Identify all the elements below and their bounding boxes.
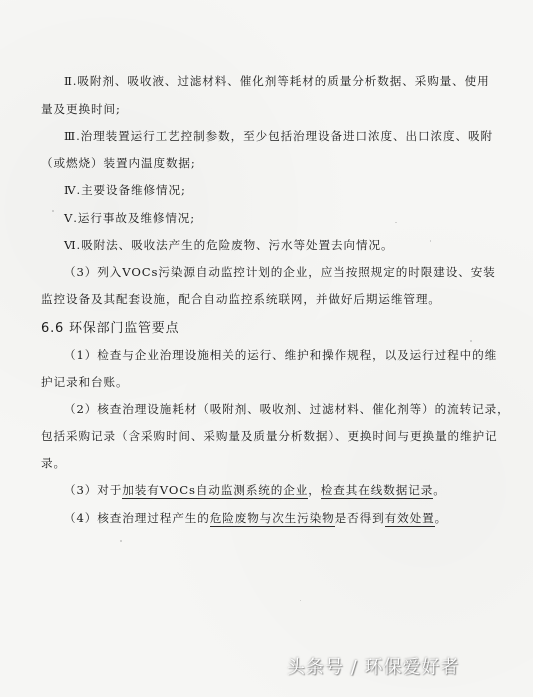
section-line-2: 护记录和台账。 <box>41 375 129 389</box>
text-line-9: 监控设备及其配套设施，配合自动监控系统联网，并做好后期运维管理。 <box>41 292 441 306</box>
scan-speck <box>300 600 301 601</box>
item-3-underlined-2: 检查其在线数据记录 <box>320 483 434 497</box>
text-line-7: Ⅵ.吸附法、吸收法产生的危险废物、污水等处置去向情况。 <box>64 238 394 252</box>
scan-speck <box>120 540 122 542</box>
item-3-underlined-1: 加装有VOCs自动监测系统的企业 <box>122 483 309 497</box>
scan-speck <box>52 210 54 212</box>
item-4-prefix: （4）核查治理过程产生的 <box>64 511 210 525</box>
text-line-8: （3）列入VOCs污染源自动监控计划的企业，应当按照规定的时限建设、安装 <box>64 265 496 279</box>
section-line-1: （1）检查与企业治理设施相关的运行、维护和操作规程，以及运行过程中的维 <box>64 348 498 362</box>
item-4-line <box>64 510 447 526</box>
text-line-5: Ⅳ.主要设备维修情况; <box>64 183 186 197</box>
item-4-middle: 是否得到 <box>334 511 385 525</box>
section-line-3: （2）核查治理设施耗材（吸附剂、吸收剂、过滤材料、催化剂等）的流转记录， <box>64 402 510 416</box>
text-line-4: （或燃烧）装置内温度数据; <box>41 156 196 170</box>
text-line-3: Ⅲ.治理装置运行工艺控制参数，至少包括治理设备进口浓度、出口浓度、吸附 <box>64 129 493 143</box>
section-line-5: 录。 <box>41 456 66 470</box>
text-line-1: Ⅱ.吸附剂、吸收液、过滤材料、催化剂等耗材的质量分析数据、采购量、使用 <box>64 74 490 88</box>
item-3-prefix: （3）对于 <box>64 483 123 497</box>
scan-speck <box>430 240 431 242</box>
text-line-6: Ⅴ.运行事故及维修情况; <box>64 211 196 225</box>
section-heading: 6.6 环保部门监管要点 <box>41 321 180 336</box>
item-4-underlined-1: 危险废物与次生污染物 <box>209 511 335 525</box>
item-3-line <box>64 482 446 498</box>
scan-speck <box>395 222 397 223</box>
scan-speck <box>470 340 472 342</box>
text-line-2: 量及更换时间; <box>41 102 121 116</box>
item-3-middle: ， <box>308 483 321 497</box>
section-line-4: 包括采购记录（含采购时间、采购量及质量分析数据）、更换时间与更换量的维护记 <box>41 429 498 443</box>
watermark: 头条号 / 环保爱好者 <box>287 657 460 678</box>
item-3-suffix: 。 <box>433 483 446 497</box>
item-4-underlined-2: 有效处置 <box>384 511 435 525</box>
item-4-suffix: 。 <box>434 511 448 525</box>
